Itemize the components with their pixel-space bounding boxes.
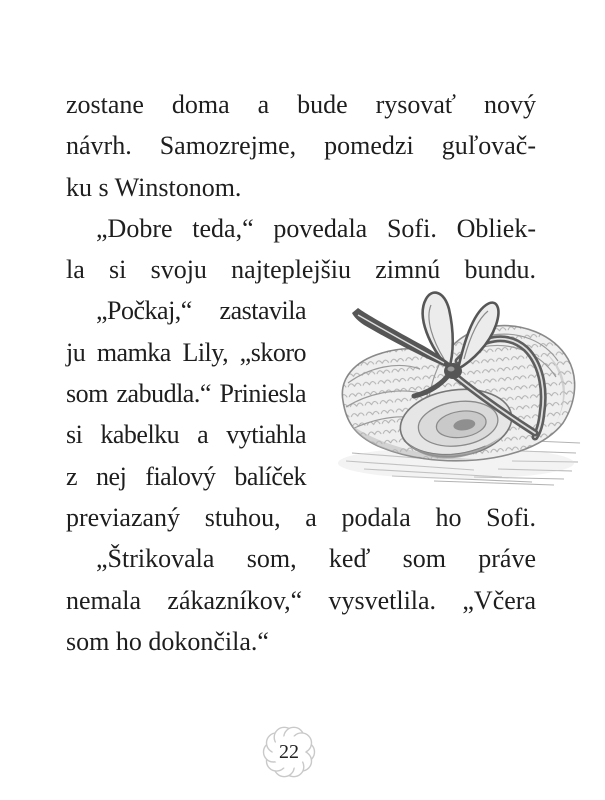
- text-line-6: „Počkaj,“ zastavila: [96, 296, 306, 326]
- page-number: 22: [279, 740, 299, 763]
- text-line-2: návrh. Samozrejme, pomedzi guľovač-: [66, 131, 536, 161]
- text-line-7: ju mamka Lily, „skoro: [66, 337, 306, 367]
- text-line-10: z nej fialový balíček: [66, 461, 306, 491]
- text-line-9: si kabelku a vytiahla: [66, 420, 306, 450]
- text-line-12: „Štrikovala som, keď som práve: [96, 544, 536, 574]
- text-line-4: „Dobre teda,“ povedala Sofi. Obliek-: [96, 213, 536, 243]
- text-line-11: previazaný stuhou, a podala ho Sofi.: [66, 502, 536, 532]
- knitted-bundle-illustration: [306, 283, 584, 491]
- text-line-1: zostane doma a bude rysovať nový: [66, 90, 536, 119]
- text-line-5: la si svoju najteplejšiu zimnú bundu.: [66, 255, 536, 285]
- text-line-8: som zabudla.“ Priniesla: [66, 379, 306, 409]
- text-line-13: nemala zákazníkov,“ vysvetlila. „Včera: [66, 585, 536, 615]
- page-number-ornament: [261, 724, 317, 780]
- text-line-3: ku s Winstonom.: [66, 172, 242, 202]
- text-line-14: som ho dokončila.“: [66, 626, 269, 656]
